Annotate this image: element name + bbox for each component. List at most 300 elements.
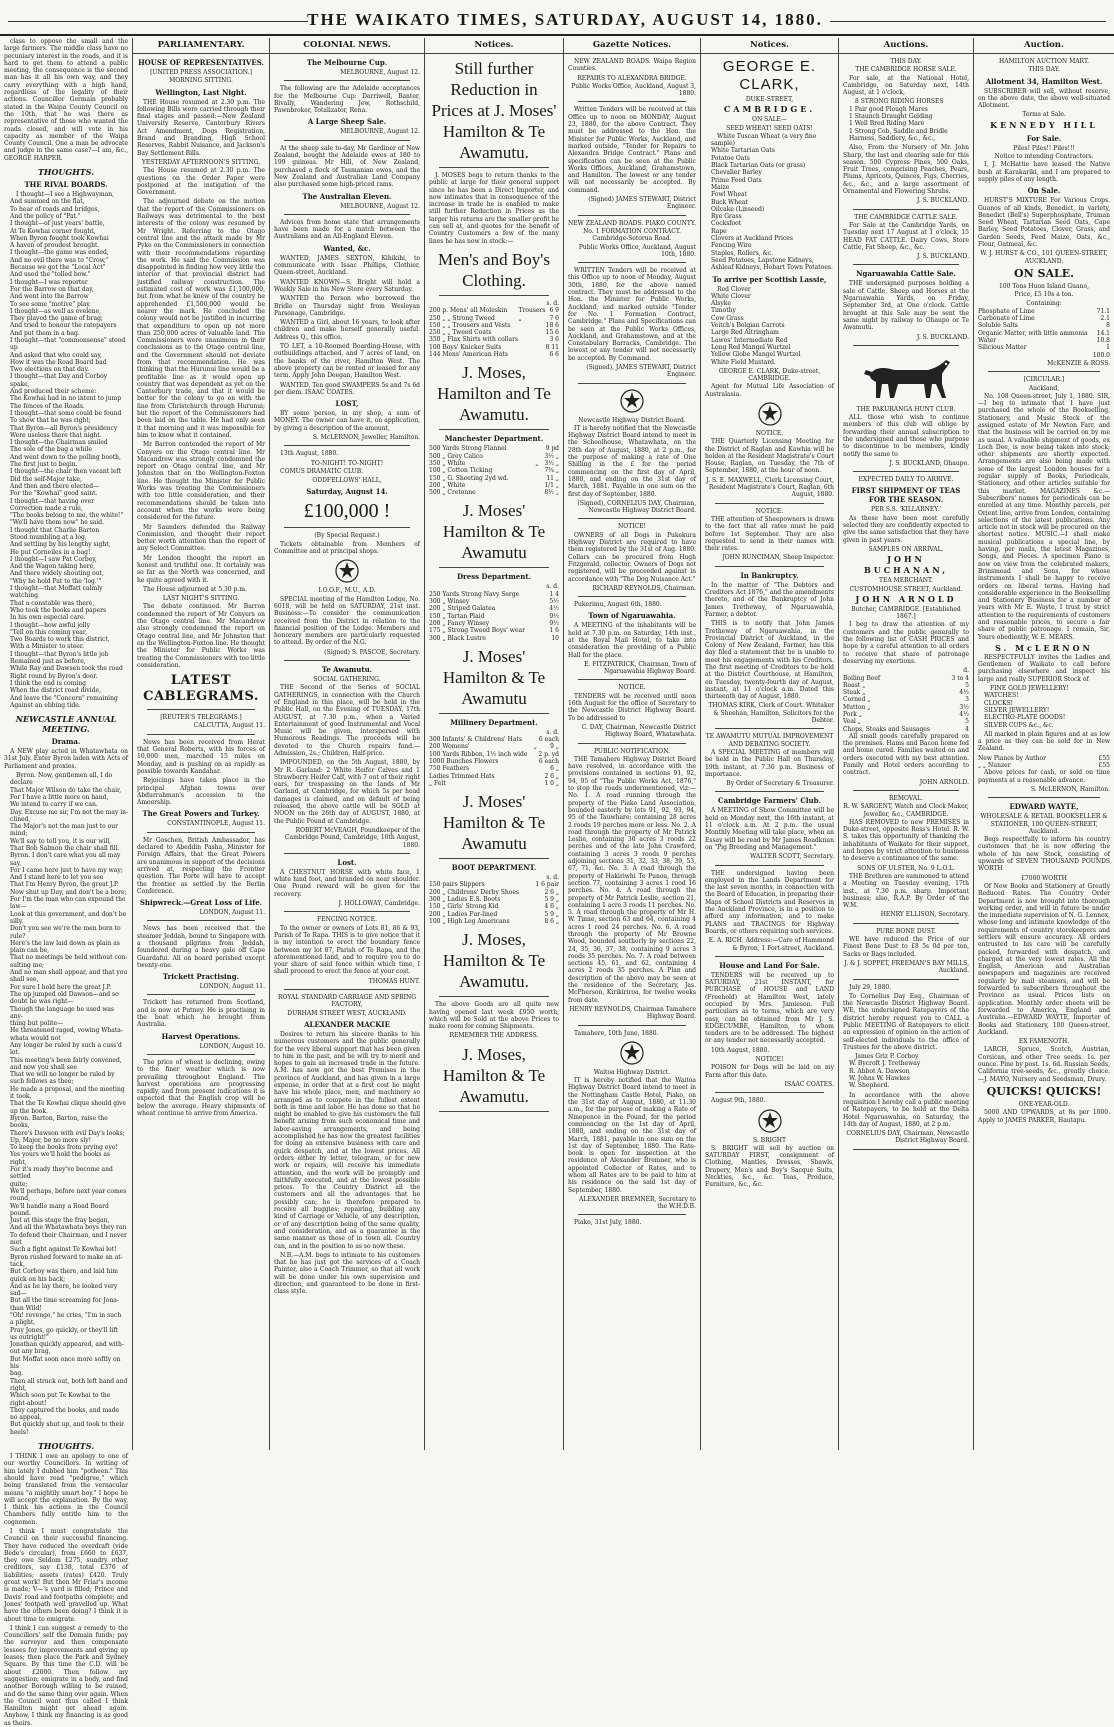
item-cell: 500 Yards Strong Flannel [429,445,507,453]
centered-line: Butcher, CAMBRIDGE. [Established 1867.] [851,605,961,621]
paragraph: For sale, at the National Hotel, Cambridge, on Saturday next, 14th August, at 1 o'clock, [843,74,969,97]
column-1 [0,38,133,1727]
paragraph: Pukerimu, August 6th, 1880. [574,601,662,609]
item-cell: 300 „ Ladies E.S. Boots [429,896,501,904]
paragraph: At the sheep sale to-day, Mr Gardiner of New Zealand, bought the Adelaide ewes at 180 to 199 guineas. Mr Hill, of New Zealand, purchased a flock of Tasmanian ewes, and the New Zealand and Australian Land Company also purchased some high-priced rams. [274,144,420,189]
paragraph: I think I can suggest a remedy to the Councillors' self the Domain funds; pay the surveyor and then compensate lessees for improvements and giving up leases; then place the Park and Sydney Square. By this time the C.D. will be about £2000. Then follow my suggestion; emigrate in a body, and find another Borough willing to be ruined, and do the same thing over again. When the Council want thus called I think Hamilton might get ahead again. Anyhow, I think my financing is as good as theirs. [4,1624,128,1727]
price-cell: s. d. [546,583,559,591]
price-list-row [429,889,559,896]
signature-line: By Order of Secretary & Treasurer. [726,780,834,788]
item-cell: New Pianos by Author [978,754,1046,762]
item-cell: Phosphate of Lime [978,307,1035,315]
centered-line: [CIRCULAR.] [1023,376,1065,384]
item-cell: 175 „ Strong Tweed Boys' wear [429,627,525,635]
column-2 [133,38,270,1450]
advert-divider [284,527,410,528]
notice-divider [853,345,959,346]
item-cell: Veal „ [843,718,861,726]
masthead [0,0,1114,36]
centered-line: WHOLESALE & RETAIL BOOKSELLER & STATIONER, 100 QUEEN-STREET, Auckland. [980,813,1108,835]
item-cell: Trousers [518,307,546,315]
price-cell: 5 9 „ [544,896,559,904]
signature-line: J. S. BUCKLAND. [916,333,969,341]
signature-line: LONDON, August 11. [199,983,265,991]
paragraph: LARCH, Spruce, Scotch, Austrian, Corsican, and other Tree seeds. 1s. per ounce. Pine by post. 1s. 6d. Russian Seeds, California tree-seeds, &c., greatly choice.—J. MAYO, Nursery and Seedsman, Drury. [978,1046,1110,1083]
price-cell: 7¾ „ [544,467,559,475]
item-cell: 750 Feathers [429,765,470,773]
verse-block: 8 STRONG RIDING HORSES 1 Pair good Plough Mares 1 Staunch Draught Gelding 1 Well Bred Riding Mare 1 Strong Cob, Saddle and Bridle Harness, Saddlery, &c., &c., [849,98,948,142]
signature-line: HENRY REYNOLDS, Chairman Tamahere Highway Board. [569,1005,696,1021]
item-cell: 300 Infants' & Childrens' Hats [429,736,522,744]
sub-heading: Shipwreck.—Great Loss of Life. [139,898,263,908]
price-cell: 2 6 „ [544,888,559,896]
item-cell: 200 „ Childrens' Derby Shoes [429,888,520,896]
price-list-row [429,736,559,743]
advert-divider [439,295,549,296]
paragraph: Advices from home state that arrangements have been made for a match between the Australians and an All-England Eleven. [274,218,420,241]
notice-divider [715,956,824,957]
price-cell: 3½ [959,703,969,711]
item-cell: 100 „ Cotton Ticking [429,467,493,475]
paragraph: News has been received that the steamer Jeddah, bound to Singapore with a thousand pilgrims from Jeddah, foundered during a heavy gale off Cape Guardafui. All on board perished except twenty-one. [137,925,265,969]
centered-line: Auckland, [1028,384,1060,392]
paragraph: Piako, 31st July, 1880. [574,1219,642,1227]
signature-line: MELBOURNE, August 12. [340,69,420,76]
centered-line: NOTICE! [755,1056,784,1064]
notice-divider [853,979,959,980]
price-cell: £55 [1098,762,1110,770]
display-advert-heading: J. Moses' Hamilton & Te Awamutu [442,792,546,854]
price-cell: d. [963,667,969,675]
column-heading: Notices. [701,38,838,54]
centered-line: (By Special Request.) [314,532,380,540]
item-cell [429,583,544,590]
price-list-row [429,598,559,605]
price-list-row [978,352,1110,359]
item-cell: 500 „ Grey Calico [429,452,483,460]
paragraph: TO LET, a 10-Roomed Boarding-House, with outbuildings attached, and 7 acres of land, on the banks of the river, Hamilton West. The above property can be rented or leased for any term. Apply John Deegan, Hamilton West. [274,343,420,380]
paragraph: Tamahere, 10th June, 1880. [574,1029,659,1037]
price-list-row [429,591,559,598]
price-cell: 5 [965,718,969,726]
notice-divider [853,264,959,265]
sub-heading: In Bankruptcy. [740,570,799,580]
column-4 [425,38,564,1450]
price-list-row [843,682,969,689]
item-cell: 300 „ Black Lustre [429,634,486,642]
price-list-row [429,475,559,482]
item-cell [429,729,534,736]
paragraph: SUBSCRIBER will sell, without reserve, on the above date, the above well-situated Allotment. [978,87,1110,110]
verse-block: FINE GOLD JEWELLERY! WATCHES! CLOCKS! SILVER JEWELLERY! ELECTRO-PLATE GOODS! SILVER CUPS &c., &c. [984,685,1069,729]
paragraph: A SPECIAL MEETING of members will be held in the Public Hall on Thursday, 19th instant, at 7.30 p.m. Business of importance. [705,748,834,778]
item-cell: 350 „ Flax Shirts with collars [429,336,519,344]
paragraph: A MEETING of the inhabitants will be held at 7.30 p.m. on Saturday, 14th inst., at the Royal Mail Hotel, to take into consideration the providing of a Public Hall for the place. [568,622,696,659]
paragraph: THIS is to notify that John James Tretheway of Ngaruawahia, in the Provincial District of Auckland, in the Colony of New Zealand, Farmer, has this day filed a statement that he is unable to meet his engagements with his Creditors. The first meeting of Creditors to be held at the District Courthouse, at Hamilton, on Tuesday, twenty-fourth day of August, instant, at 11 o'clock a.m. Dated this thirteenth day of August, 1880. [705,620,834,701]
centered-line: ODDFELLOWS' HALL, [312,477,382,485]
item-cell: Water [978,337,997,345]
signature-line: MELBOURNE, August 12. [340,128,420,136]
sub-heading: Te Awamutu. [321,665,373,675]
signature-line: Public Works Office, Auckland, August 3, 1880. [571,82,696,98]
notice-divider [284,140,410,141]
price-cell: 3 [965,696,969,704]
signature-line: MELBOURNE, August 12. [340,202,420,210]
item-cell: 150 „ „ Trousers and Vests [429,321,511,329]
sub-heading: Allotment 34, Hamilton West. [985,76,1103,86]
sub-heading: BOOT DEPARTMENT. [451,863,537,873]
paragraph: In accordance with the above requisition I hereby call a public meeting of Ratepayers, to be held at the Delta Hotel Ngaruawahia, on Saturday, the 14th day of August, 1880, at 2 p.m. [843,1091,969,1128]
display-advert-heading: J. Moses, Hamilton & Te Awamutu. [442,930,546,992]
paragraph: As these have been most carefully selected they are confidently expected to give the same satisfaction that they have given in past years. [843,514,969,544]
item-cell: 200 „ White [429,481,466,489]
centered-line: NOTICE. [755,507,784,515]
price-cell: 14.1 [1096,329,1110,337]
price-list-row [429,751,559,758]
price-list-row [843,711,969,718]
centered-line: MORNING SITTING. [169,77,233,85]
notice-divider [284,911,410,912]
centered-line: FENCING NOTICE. [316,916,378,924]
price-cell: 4½ [959,711,969,718]
sub-heading: Trickett Practising. [162,972,240,982]
sub-heading: EDWARD WAYTE, [1009,802,1079,812]
item-cell: 200 Womens' [429,743,470,751]
sub-heading: To arrive per Scottish Lassie, [712,274,827,284]
price-list-row [843,675,969,682]
price-list-row [429,780,559,787]
signature-line: WALTER SCOTT, Secretary. [750,853,834,861]
centered-line: SEED WHEAT! SEED OATS! [726,124,813,132]
italic-heading: THOUGHTS. [37,1441,95,1452]
signature-line: JOHN ARNOLD. [919,778,969,786]
centered-line: NEW ZEALAND ROADS. PIAKO COUNTY. [568,219,696,227]
paragraph: Mr Barron contended the report of Mr Conyers on the Otago central line. Mr Macandrew was strongly condemned the report on Otago central line, and Mr Johnston that on the Wellington-Foxton line. He thought the Minister for Public Works was treating the Commissioners with too little consideration, and their recommendations should be taken into account when the works were being considered for the future. [137,441,265,522]
paragraph: N.B.—A.M. begs to intimate to his customers that he has just got the services of a Coach Painter, also a Coach Trimmer, so that all work will be done under his own supervision and direction, and guaranteed to be done in first-class style. [274,1251,420,1296]
paragraph: I, J. McHattie have leased the Native bush at Karakariki, and I am prepared to supply piles of any length. [978,161,1110,183]
sub-heading: FIRST SHIPMENT OF TEAS FOR THE SEASON. [851,486,961,505]
paragraph: Mr Saunders defended the Railway Commission, and thought their report better worth attention than the report of any Select Committee. [137,523,265,553]
signature-line: JOHN RUNCIMAN, Sheep Inspector. [722,554,834,562]
paragraph: To the owner or owners of Lots 81, 86 & 93, Parish of Te Rapa. THIS is to give notice that it is my intention to erect the boundary fence between my lot 87, Parish of Te Rapa, and the aforementioned land, and to require you to do your share of said fence within which time, I shall proceed to erect the fence at your cost. [274,924,420,976]
paragraph: COMUS DRAMATIC CLUB. [280,467,364,475]
paragraph: Agent for Mutual Life Association of Australasia. [705,383,834,398]
item-cell: Ladies Trimmed Hats [429,772,495,780]
spaced-name: KENNEDY HILL [990,119,1098,130]
notice-divider [853,471,959,472]
price-list-row [429,635,559,642]
caps-heading: ON SALE. [1014,266,1074,280]
paragraph: HAS REMOVED to new PREMISES in Duke-street, opposite Ross's Hotel. R. W. S. takes this opportunity of thanking the inhabitants of Waikato for their support, and hopes by strict attention to business to deserve a continuance of the same. [843,818,969,863]
sub-heading: Harvest Operations. [161,1031,241,1041]
paragraph: S. BRIGHT will sell by auction on SATURDAY FIRST, consignment of Clothing, Mantles, Dresses, Shawls, Drapery, Men's and Boy's Sacque Suits, Neckties, &c., &c. Teas, Produce, Furniture, &c., &c. [705,1144,834,1189]
centered-line: YESTERDAY AFTERNOON'S SITTING. [141,158,261,166]
centered-line: £7000 WORTH [1021,874,1067,882]
display-advert-heading: J. Moses, Hamilton & Te Awamutu. [442,1044,546,1106]
item-cell: „ Felt [429,779,446,787]
price-cell: 4½ [549,605,559,613]
column-heading: Gazette Notices. [564,38,700,54]
item-cell: Carbonate of Lime [978,315,1035,323]
price-cell: 1 6 pair [535,881,559,889]
notice-divider [578,101,686,102]
price-list-row [429,336,559,343]
signature-line: Public Works Office, Auckland, August 10th, 1880. [578,243,696,258]
signature-line: J. & J. SOPPET, FREEMAN'S BAY MILLS, Auckland. [844,959,969,975]
price-list-table [843,667,969,733]
item-cell [519,300,546,307]
hunting-dog-icon [858,350,954,402]
verse-block: James Griz P. Corboy W. Bycroft J. Tretheway R. Abbot A. Dawson W. Johns W. Hawkes W. Shepherd. [849,1053,921,1090]
paragraph: THE attention of Sheepowners is drawn to the fact that all rates must be paid before 1st September. They are also requested to send in their names with their rates. [705,515,834,553]
price-cell: 2.1 [1100,315,1110,323]
section-heading: Wanted, &c. [323,243,371,253]
centered-line: ONE-YEAR-OLD. [1018,1100,1070,1108]
price-list-row [843,726,969,733]
paragraph: The House resumed at 2.30 p.m. The questions on the Order Paper were postponed at the instigation of the Government. [137,167,265,197]
advert-divider [439,167,549,168]
sub-heading: ALEXANDER MACKIE [304,1019,390,1029]
price-cell: 4½ [959,689,969,697]
price-list-row [843,704,969,711]
centered-line: [UNITED PRESS ASSOCIATION.] [150,69,252,76]
paragraph: HURST'S MIXTURE For Various Crops. Guanos of all kinds, Benedict, in variety, Benedict (Bell's) Superphosphate, Truman Seed Wheat, Tartarian Seed Oats, Cape Barley, Seed Potatoes, Clover, Grass, and Garden Seeds, Feed Maize, Oats, &c., Flour, Oatmeal, &c. [978,197,1110,249]
item-cell: „ [518,314,522,322]
price-cell: 2 p. yd [538,750,559,758]
spaced-name: JOHN BUCHANAN, [864,554,948,576]
price-cell: 15 6 [545,329,559,337]
price-list-row [429,743,559,750]
italic-heading: THOUGHTS. [37,167,95,178]
price-cell: 18 6 [545,321,559,329]
paragraph: RESPECTFULLY invites the Ladies and Gentlemen of Waikato to call before purchasing elsewhere and inspect his large and really SUPERIOR Stock of [978,653,1110,683]
prize-amount: £100,000 ! [303,500,391,523]
big-heading: LATEST CABLEGRAMS. [143,673,259,705]
centered-line: No. 1 FORMATION CONTRACT. Cambridge-Sotorua Road. [583,227,681,243]
paragraph: THE undersigned having been employed in the Lands Department for the last seven months, in connection with the Board of Education, in preparing their Maps of School Districts and Reserves in the Auckland Province, is in a position to afford any information, and to make PLANS and TRACINGS for Highway Boards, or others requiring such services. [705,869,834,935]
sub-heading: For Sale. [1026,133,1062,143]
paragraph: The adjourned debate on the motion that the report of the Commissioners on Railways was detrimental to the best interests of the colony was resumed by Mr Wright. Referring to the Otago central line and the attack made by Mr Pyke on the Commissioners in connection with their recommendations regarding the work. He said the Commission was disappointed in finding how very little the interior of that provincial district had justified railway construction. The estimated cost of work was £1,100,000, but from what he knew of the country he apprehended £1,500,000 would be nearer the mark. He concluded the colony would not be justified in incurring that expenditure to open up not more than 250,000 acres of valuable land. The Commissioners were unanimous in their conclusions as to the Otago central line, and the Government should not deviate from that recommendation. He was thinking that the Hurunui line would be a profitable line as it would open up country that was dependent as yet on the Canterbury trade, and that it would be better for the colony to go on with the line from Christchurch through Hurunui; but the report of the Commissioners had been laid on the table. He had only seen it that morning and it was impossible for him to know what it contained. [137,198,265,439]
centered-line: REPAIRS TO ALEXANDRA BRIDGE. [577,74,687,82]
price-list-row [429,445,559,452]
paragraph: A MEETING of Show Committee will be held on Monday next, the 16th instant, at 11 o'clock a.m. At 2 p.m. the usual Monthly Meeting will take place, when an Essay will be read by Mr James Roadknun on "Pig Breeding and Management." [705,807,834,851]
centered-line: PUBLIC NOTIFICATION. [594,747,670,755]
item-cell: 150 „ Girls' Strong Kid [429,903,499,911]
column-7 [839,38,974,1450]
centered-line: THE PAKURANGA HUNT CLUB. [856,405,956,413]
paragraph: J. MOSES begs to return thanks to the public at large for their general support since he has been a Direct Importer, and now intimates that in consequence of the increase in trade he is enabled to make still further Reduction in Prices as the larger his returns are the smaller profit he can sell at, and quotes for the benefit of Country Customers a few of the many lines he has now in stock:— [429,172,559,245]
column-3 [270,38,425,1450]
item-cell: 500 „ Cretonne [429,489,476,497]
paragraph: WANTED a Girl, about 16 years, to look after children and make herself generally useful. Address Q., this office. [274,319,420,341]
price-cell: 5½ [549,598,559,606]
signature-line: HENRY ELLISON, Secretary. [880,911,969,919]
notice-divider [578,743,686,744]
item-cell [843,667,948,674]
signature-line: ALEXANDER BREMNER, Secretary to the W.H.D.B. [579,1195,696,1211]
paragraph: THE Tamahere Highway District Board have resolved, in accordance with the provisions contained in sections 91, 92, 94, 95 of "The Public Works Act, 1876," to stop the roads undermentioned, viz:—No. 1. A road running through the property of the Piako Land Association, bounded easterly by lots 91, 92, 93, 94, 95 of the Tauwhare; containing 28 acres 2 roods 19 perches more or less. No. 2. A road through the property of Mr Patrick Leslie, containing 30 acres 3 roods 22 perches and of the late John Crawford, containing 3 acres 3 roods 9 perches adjoining sections 31, 32, 33, 38, 39, 53, 67, 71, &c. No. 3. A road through the property of Hakiriwhi Te Punoa, through section 77, containing 3 acres 1 rood 16 perches. No. 4. A road through the property of Mr Patrick Leslie, section 21, containing 1 acre 3 roods 11 perches. No. 5. A road through the property of Mr H. W. Tinne, section 63 and 64, containing 4 acres 1 rood 24 perches. No. 6. A road through the property of Mr Browne Wood, bounded southerly by sections 22, 24, 35, 36, 37, 38, containing 9 acres 3 roods 35 perches. No. 7. A road between sections 45, 61, and 62, containing 4 acres 2 roods 35 perches. A Plan and description of the above may be seen at the residence of the Secretary, Jas. McPherson, Kirikiriroa, for twelve weeks from date. [568,755,696,1004]
paragraph: WANTED the Person who borrowed the Bridle on Thursday night from Wesleyan Parsonage, Cambridge. [274,295,420,317]
signature-line: E. A. RICH. Address:—Care of Hammond & Byron, 1 Fort-street, Auckland. [708,937,834,952]
notice-divider [578,215,686,216]
signature-line: (Signed) S. PASCOE, Secretary. [324,648,420,656]
price-list-table [429,874,559,925]
price-cell: 7 6 [549,314,559,322]
price-cell: 6 each [538,757,559,765]
display-advert-heading: J. Moses' Hamilton & Te Awamutu [442,501,546,563]
item-cell [519,344,546,351]
price-list-row [429,918,559,925]
merchant-name: GEORGE E. CLARK, [722,58,817,93]
price-list-row [429,881,559,888]
price-cell: s. d. [546,874,559,882]
signature-line: McKENZIE & ROSS. [1047,359,1110,367]
price-list-row [429,758,559,765]
price-list-row [978,344,1110,351]
newspaper-masthead-title: THE WAIKATO TIMES, SATURDAY, AUGUST 14, 1880. [307,10,823,29]
sub-heading: THE RIVAL BOARDS. [24,180,108,190]
paragraph: Trickett has returned from Scotland, and is now at Putney. He is practising in the boat which he brought from Australia. [137,999,265,1029]
paragraph: Written Tenders will be received at this Office up to noon on MONDAY, August 23, 1880, for the above Contract. They must be addressed to the Hon. the Minister for Public Works, Auckland, and marked outside, "Tender for Repairs to Alexandra Bridge Contract." Plans and specification can be seen at the Public Works Offices, Auckland, Grahamstown, and Hamilton. The lowest or any tender will not necessarily be accepted. By command. [568,106,696,194]
signature-line: THOMAS HUNT. [368,977,420,985]
centered-line: SONS OF ULSTER, No. 9 L.O.L. [857,864,955,872]
paragraph: Tickets obtainable from Members of Committee and at principal shops. [274,540,420,556]
price-cell: £55 [1098,754,1110,762]
italic-heading: NEWCASTLE ANNUAL MEETING. [15,714,117,735]
crest-emblem-icon [757,1108,783,1134]
centered-line: TO-NIGHT! TO-NIGHT! [310,459,384,467]
paragraph: Desires to return his sincere thanks to his numerous customers and the public generally for the very liberal support that has been given to him in the past, and he will try to merit and hopes to gain an increased trade in the future. A.M. has now got the best Premises in the province of Auckland, and has given in a large expense, in order that at a first cost he might have his whole place, men, and machinery so arranged as to compete in the fullest extent both in time and labor. He has done so that he might be enabled to give his customers the full benefit arising from such economical time and labor-saving arrangements, and being accomplished he has now the greatest facilities for doing an extensive business with care and quick despatch, and at the lowest prices. All orders either by letter, telegram, or for new work or repairs, will receive his immediate attention, and the work will be promptly and faithfully executed, and at the lowest possible prices. To the Country District all the customers and all the advantages that he possibly can; he is therefore prepared to receive all buggies; repairing, building any kind of Carriage or Vehicle, of any description, or of any description being of the same quality, and consideration, and as a guarantee in the same manner as those of in town all. Country can, and in the position to as so now these. [274,1030,420,1250]
item-cell: 250 „ „ Tweed Coats [429,329,492,337]
centered-line: DUKE-STREET, [745,96,794,103]
verse-block: I thought—I see a Highwayman, And summed on the flat, To hear of roads and bridges, And the policy of "Pat." I thought—of just years' battle, At Te Kowhai corner fought, When Byron fought took Kowhai A haven of proudest brought. I thought—the game was ended, And no evil there was to "Crow," Because we got the "Local Act" And used the "tolled bow." I thought—I was reporter For the Barrow on that day, And went into the Barrow To see some "motive" play. I thought—as well as evelene, They played the game of brag; And tried to honour the ratepayers And put them in a bag. I thought—that "commonsense" stood up And asked that who could say, How it was the Road Board bad Two elections on that day. I thought—that Day and Corboy spake, And produced their scheme: The Kowhai had in no intent to jump The fences of the Roads. I thought—that some could be found To show that he was right; That Byron—all Byron's presidency Were useless there that night. I thought—the Chairman smiled The sole of the bag a while And went down to the polling booth, The first just to begin. I thought—the chair then vacant left Did the self-Major take, And then and there elected— For the "Kowhai" good saint. I thought—that having over Correction made a rule, "The books belong to me, the white!" "We'll have them now" he said. I thought that Charlie Barton Stood mumbling at a log, And settling by his lengthy sight, He put Corneiles in a bag! I thought—I saw Pat Corbey, And the Wagon taking here, And there widely shouting out, "Why he hold Pat to the 'log.'" I thought—that Moffatt calmly watching That a constable was there, Who took the books and papers In his own especial care. I thought—how awful jolly "Tell on this coming year, Two Boards to work this district, With a Minister to steer. I thought—that Byron's little job Remained just as before, While Ray and Dawsen took the road Right round by Byron's door. I think the end is coming When the district road divide, And leave the "Concern" remaining Against an ebbing tide. [10,191,126,709]
verse-block: Red Clover White Clover Alsyke Timothy Cow Grass Veitch's Belgian Carrots Large Red Altringham Lawes' Intermediate Red Long Red Mangel Wurtzel Yellow Globe Mangel Wurtzel White Field Mustard. [711,285,801,366]
sub-heading: House and Land For Sale. [719,960,820,970]
paragraph: WANTED KNOWN—S. Bright will hold a Weekly Sale in his New Store every Saturday. [274,278,420,293]
notice-divider [284,989,410,990]
item-cell: „ „ Nunzer [978,762,1011,770]
price-list-row [843,667,969,674]
paragraph: Begs respectfully to inform his country customers that he is now offering the whole of his new Stock, consisting of upwards of SEVEN THOUSAND POUNDS WORTH [978,836,1110,873]
price-cell: 5 [965,681,969,689]
centered-line: ROYAL STANDARD CARRIAGE AND SPRING FACTORY, [277,994,417,1009]
notice-divider [147,920,255,921]
item-cell: Organic Matter, with little ammonia [978,329,1088,337]
signature-line: J. S. BUCKLAND. [916,197,969,205]
price-list-row [843,718,969,725]
column-heading: Auction. [974,38,1114,54]
price-list-row [978,315,1110,322]
verse-block: Byron. Now, gentlemen all, I do declare That Major Wilson do take the chair, For I have a little more on hand, We intend to carry if we can. Day. Excuse me sir, I'm not the may in- clined, The Major's not the man just to our mind; We'll say to tell you, it is our will, That Bob Salmon the chair shall fill. Byron. I don't care what you all may say, For I came here just to have my way; And I stand here to let you see That I'm Henry Byron, the great J.P. Now shut up Day, and don't be a bore; For I'm the man who can expound the law— Look at this government, and don't be silly. Don't you see we're the men born to rule? Here's the law laid down as plain as plain can be, That no meetings be held without con- sulting me; And no man shall appear, and that you shall see, For sure I hold here the great J.P. The up jumped old Dawson—and so doubt he was right— Though the language he used was any- thing but polite— He threatened raged, vowing Whata- whata would not Any longer be ruled by such a cuss'd lot. This meeting's been fairly convened, and now you shall see That we will no longer be ruled by such fellows as thee; He made a proposal, and the meeting it took, That the Te Kowhai clique should give up the book. Byron. Barton, Barton, raise the books, There's Dawson with evil Day's looks; Up, Major, be no more sly! To keep the books from prying eye! Yes yours we'll hold the books as right, For it's ready they've become and settled quite; We'll perhaps, before next year comes round, We'll handle many a Road Board pound. Just at this stage the fray began, And all the Whatawhata boys they ran To defend their Chairman, and I never met Such a fight against Te Kowhai lot! Byron rushed forward to make an at- tack, But Corboy was there, and laid him quick on his back; And as he lay there, he looked very sad— But all the time screaming for Jona- than Wild! "Oh! revenge," he cries, "I'm in such a plight, Pray Jones, go quickly, or they'll lift us outright!" Jonathan quickly appeared, and with- out any brag, But Moffat soon once more softly on his bag. Then all struck out, both left hand and right, Which soon put Te Kowhai to the right-about! They captured the books, and made no appeal, But quickly shut up, and took to their heels! [10,772,129,1436]
centered-line: REMOVAL. [888,794,923,802]
display-advert-heading: Men's and Boy's Clothing. [438,249,550,290]
paragraph: I think I must congratulate the Council on their successful financing. They have reduced the overdraft (vide Bede's circular), from £660 to £637, they owe Seldom £275, sundry other creditors, say £138, total £376 of liabilities; assets (rates) £420. Truly great work! But then Mr Friar's income is made; V—'s yard is filled; Prince and Davis' road and footpaths complete; and Jones' footpath well gravelled up. What have the others been doing? I think it is about time to emigrate. [4,1528,128,1623]
notice-divider [853,923,959,924]
price-cell: 1 4 [549,590,559,598]
notice-divider [715,865,824,866]
paragraph: Also, From the Nursery of Mr. John Sharp, the last and clearing sale for this season. 500 Cypress Pines, 500 Oaks, Fruit Trees, comprising Peaches, Pears, Plums, Apricots, Quinces, Figs, Cherries, &c., &c., and a large assortment of Ornamental and Flowering Shrubs. [843,144,969,196]
column-heading: Auctions. [839,38,973,54]
sub-heading: Drama. [51,737,81,747]
price-list-row [429,874,559,881]
price-cell: 4 [965,725,969,733]
price-list-row [429,773,559,780]
price-list-table [978,308,1110,359]
price-cell: 3 6 [549,336,559,344]
paragraph: Mr London thought the report an honest and truthful one. It certainly was so far as the North was concerned, and he quite agreed with it. [137,554,265,584]
paragraph: Of New Books and Stationery at Greatly Reduced Rates. The Country Order Department is now brought into thorough working order, and will in future be under the immediate supervision of N. G. Lennox, whose long and intimate knowledge of the requirements of country storekeepers and settlers will ensure accuracy. All orders entrusted to his care will be carefully packed, forwarded with despatch, and charged at the very lowest rates. All the English, American and Australian newspapers and magazines are received regularly by mail steamers, and will be forwarded to subscribers throughout the Province as usual. Prices lists on application. Monthly order sheets will be forwarded to America, England and Australia.—EDWARD WAYTE, Importer of Books and Stationery, 100 Queen-street, Auckland. [978,882,1110,1036]
emblem-caption: Waitoa Highway District. [593,1068,671,1076]
item-cell: „ [533,743,537,751]
price-cell: 10 [551,634,559,642]
paragraph: No. 108 Queen-street, July 1, 1880. SIR,—I beg to intimate that I have just purchased the whole of the Bookselling, Stationery, and Music Stock of the assigned estate of Mr Newton Farr, and that the business will be carried on by me as usual. A valuable shipment of goods, ex Loch Dee, is now being taken into stock; other shipments are shortly expected. Arrangements are also being made with some of the largest London houses for a regular supply of Books, Periodicals, Stationery, and other articles suitable for this market. MAGAZINES &c.—Subscribers' names for periodicals can be enrolled at any time. Monthly parcels, per Orient line, arrive from London, containing selections of the latest publications. Any article not in stock will be procured on the shortest notice. MUSIC.—I shall make musical publications a special line, by having, per mails, the latest Magazines, Songs, and Pieces. A specimen Piano is now on view from the celebrated makers, Brinsmead and Sons, for whose instruments I shall be happy to receive orders on liberal terms. Having had considerable experience in the Bookselling and Stationery Business for a number of years with Mr E. Wayte, I trust by strict attention to the requirements of customers and reasonable prices, to secure a fair share of public patronage. I remain, Sir, Yours obediently, W. E. MEARS. [978,392,1110,641]
price-list-table [429,445,559,496]
centered-line: EX FAMENOTH. [1018,1038,1070,1046]
centered-line: THIS DAY. [890,58,922,65]
item-cell: 100 Yards Ribbon, 1½ inch wide [429,750,528,758]
sub-heading: Dress Department. [456,572,532,582]
centered-line: Piles! Piles!! Piles!!! [1013,144,1075,152]
paragraph: IT is hereby notified that the Newcastle Highway District Board intend to meet in the Schoolhouse, Whatawhata, on the 28th day of August, 1880, at 2 p.m., for the purpose of making a rate of One Shilling in the £ for the period commencing on the first day of April, 1880, and ending on the 31st day of March, 1881. Payable in one sum on the first day of September, 1880. [568,424,696,498]
paragraph: NEW ZEALAND ROADS. Waipa Region Counties. [568,58,696,73]
paragraph: 13th August, 1880. [280,450,339,458]
notice-divider [578,1214,686,1215]
paragraph: class to oppose the small and the large farmers. The middle class have no pecuniary interest in the roads, and it is hard to get them to attend a public meeting, the consequence is the second man has it all his own way, and they carry everything with a high hand, regardless of the legality of their actions. Councillor Germain probably stated in the Waipa County Council on the 10th, that he was there as representative of those who wanted the roads closed, and will vote in his capacity as member of the Waipa County Council. One a man be advocate and judge in the same case?—I am, &c., GEORGE HARPER. [4,38,128,162]
column-heading: COLONIAL NEWS. [270,38,424,54]
price-list-row [429,896,559,903]
display-advert-heading: J. Moses, Hamilton and Te Awamutu. [437,363,551,425]
sub-heading: Manchester Department. [444,434,544,444]
sub-heading: Millinery Department. [450,717,538,727]
price-list-row [429,583,559,590]
paragraph: THE undersigned purposes holding a sale of Cattle, Sheep and Horses at the Ngaruawahia Yards, on Friday, September 3rd, at One o'clock. Cattle brought at this Sale may be sent the same night by railway to Ohaupo or Te Awamutu. [843,280,969,332]
price-cell: 2 6 „ [544,772,559,780]
signature-line: THOMAS KIRK, Clerk of Court. Whitaker & Sheehan, Hamilton, Solicitors for the Debtor. [708,702,834,725]
signature-line: J. HOLLOWAY, Cambridge. [338,900,420,908]
crest-emblem-icon [619,388,645,414]
price-list-row [843,696,969,703]
paragraph: A CHESTNUT HORSE with white face, 1 white hind foot, and branded on near shoulder. One Pound reward will be given for the recovery. [274,868,420,898]
paragraph: THE Brethren are summoned to attend a Meeting on Tuesday evening, 17th inst., at 7.30 p.m. sharp. Important business; also, R.A.P. By Order of the W.M. [843,872,969,910]
display-advert-heading: J. Moses' Hamilton & Te Awamutu [442,646,546,708]
signature-line: ROBERT McVEAGH, Poundkeeper of the Cambridge Pound, Cambridge, 10th August, 1880. [284,826,420,849]
price-list-row [429,315,559,322]
spaced-name: S. McLERNON [995,642,1093,653]
notice-divider [715,791,824,792]
paragraph: TENDERS will be received until noon 16th August for the office of Secretary to the Newcastle District Highway Board. To be addressed to [568,692,696,722]
item-cell: Pork „ [843,711,862,718]
sub-heading: HOUSE OF REPRESENTATIVES. [138,58,264,67]
notice-divider [284,660,410,661]
centered-line: Notice to intending Contractors. [994,153,1094,161]
signature-line: CALCUTTA, August 11. [193,722,265,730]
signature-line: (Signed), CORNELIUS DAY, Chairman, Newcastle Highway District Board. [577,499,696,515]
item-cell: Steak „ [843,689,866,697]
signature-line: S. McLERNON, Jeweller, Hamilton. [312,433,420,441]
paragraph: BY some person, in my shop, a sum of MONEY. The owner can have it, on application, by giving a description of the amount, [274,410,420,432]
paragraph: WANTED, Ten good SWAMPERS 5s and 7s 6d per diem. ISAAC COATES. [274,381,420,396]
centered-line: PURE BONE DUST. [876,927,936,935]
centered-line: THE CAMBRIDGE CATTLE SALE. [854,213,958,221]
price-list-row [429,765,559,772]
newspaper-columns [0,38,1114,1727]
signature-line: S. McLERNON, Hamilton. [1030,785,1110,793]
centered-line: NOTICE. [618,684,646,692]
price-cell: 100.0 [1092,351,1110,359]
price-cell: 6 6 [549,351,559,359]
spaced-name: JOHN ARNOLD [855,593,957,604]
centered-line: THIS DAY. [1028,66,1060,74]
